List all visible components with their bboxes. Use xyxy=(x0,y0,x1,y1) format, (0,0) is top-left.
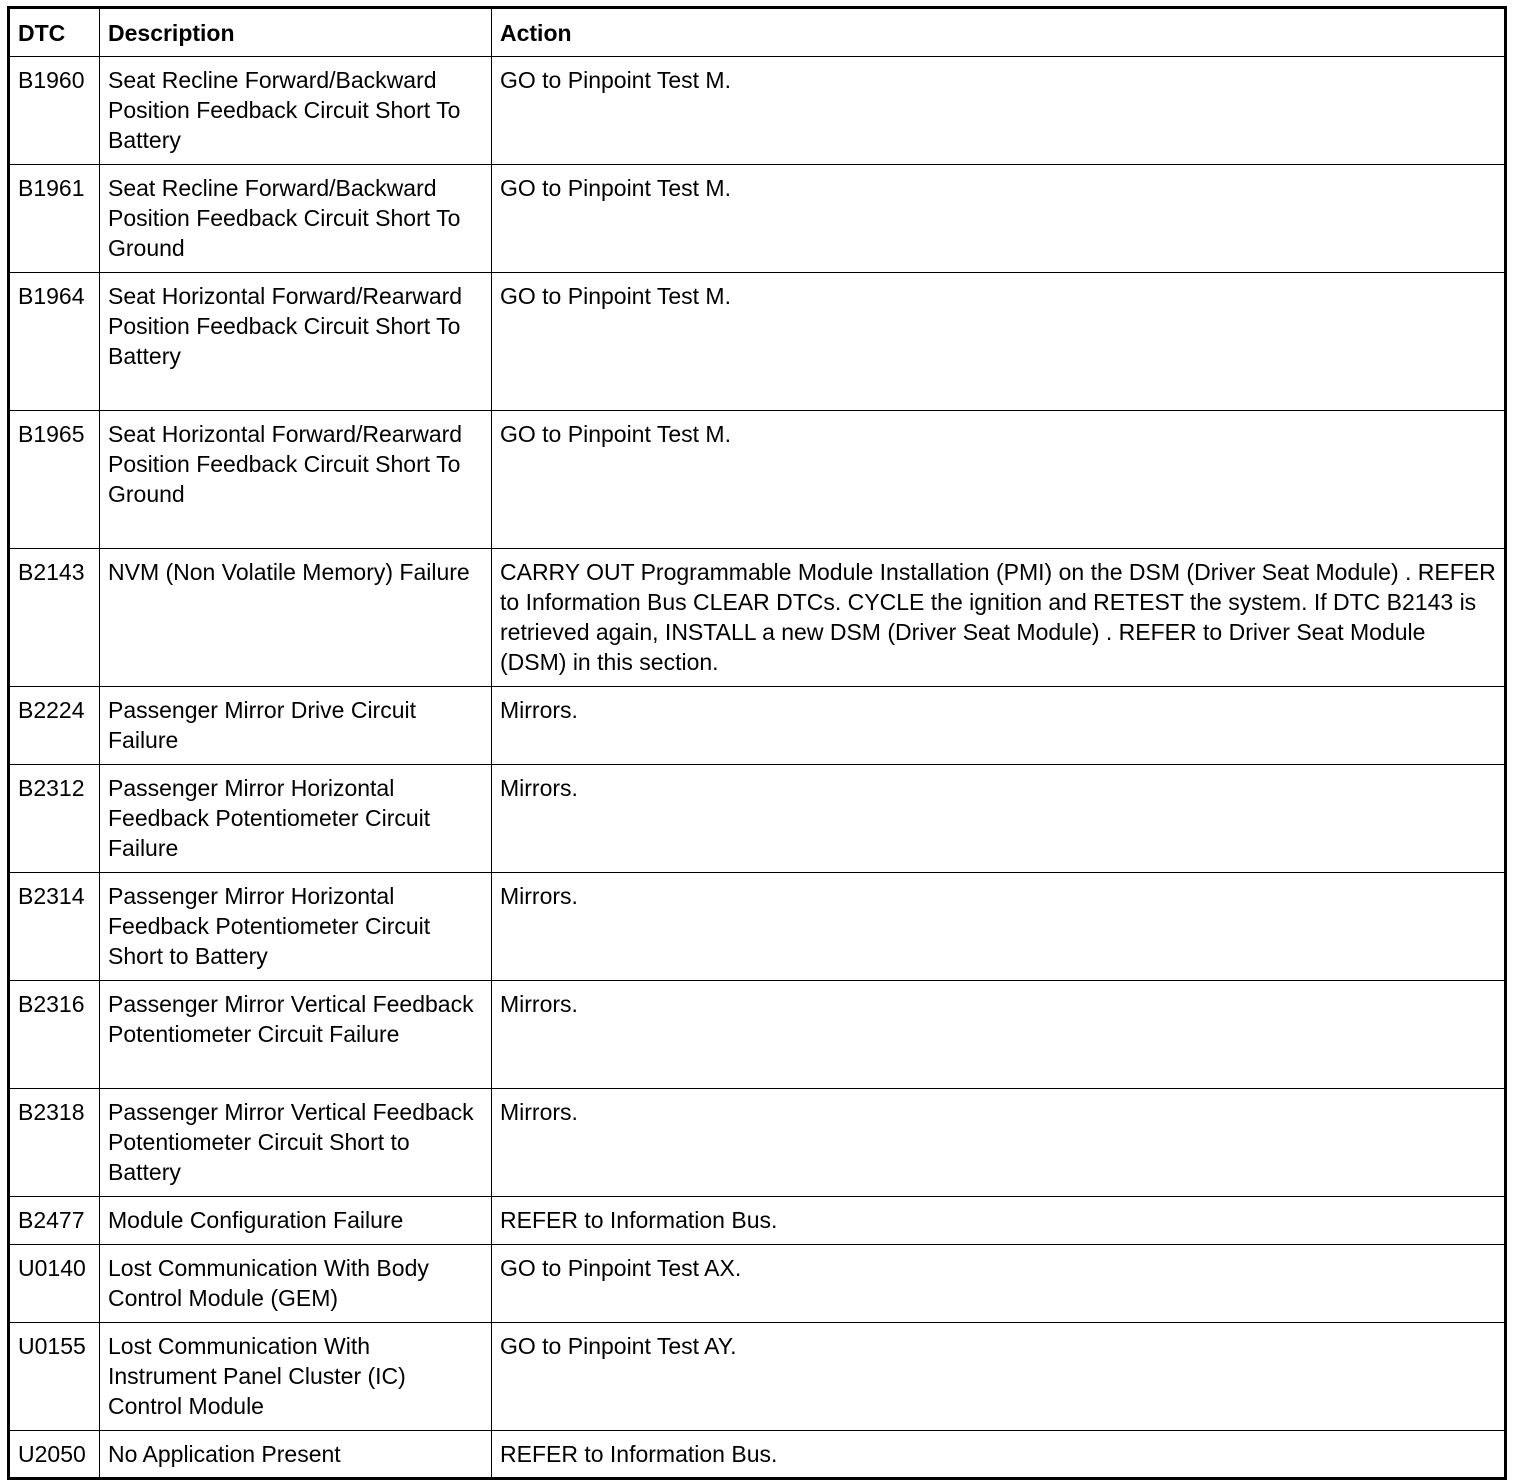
cell-dtc: B2314 xyxy=(9,873,100,981)
header-row xyxy=(9,8,1506,57)
cell-action: GO to Pinpoint Test M. xyxy=(492,57,1506,165)
cell-dtc: B2224 xyxy=(9,687,100,765)
header-action: Action xyxy=(492,8,1506,57)
cell-dtc: B1964 xyxy=(9,273,100,411)
cell-dtc: B2316 xyxy=(9,981,100,1089)
cell-description: No Application Present xyxy=(100,1431,492,1479)
cell-dtc: B1965 xyxy=(9,411,100,549)
cell-action: REFER to Information Bus. xyxy=(492,1431,1506,1479)
cell-description: Seat Recline Forward/Backward Position Feedback Circuit Short To Ground xyxy=(100,165,492,273)
cell-action: GO to Pinpoint Test AY. xyxy=(492,1323,1506,1431)
cell-dtc: B1961 xyxy=(9,165,100,273)
cell-description: Seat Horizontal Forward/Rearward Position Feedback Circuit Short To Ground xyxy=(100,411,492,549)
cell-action: CARRY OUT Programmable Module Installation (PMI) on the DSM (Driver Seat Module) . REFER to Information Bus CLEAR DTCs. CYCLE the ignition and RETEST the system. If DTC B2143 is retrieved again, INSTALL a new DSM (Driver Seat Module) . REFER to Driver Seat Module (DSM) in this section. xyxy=(492,549,1506,687)
table-row xyxy=(9,981,1506,1089)
table-row xyxy=(9,1323,1506,1431)
cell-description: NVM (Non Volatile Memory) Failure xyxy=(100,549,492,687)
table-row xyxy=(9,765,1506,873)
table-row xyxy=(9,873,1506,981)
cell-action: Mirrors. xyxy=(492,687,1506,765)
cell-description: Passenger Mirror Drive Circuit Failure xyxy=(100,687,492,765)
table-row xyxy=(9,1197,1506,1245)
cell-description: Seat Horizontal Forward/Rearward Position Feedback Circuit Short To Battery xyxy=(100,273,492,411)
cell-action: GO to Pinpoint Test AX. xyxy=(492,1245,1506,1323)
table-row xyxy=(9,57,1506,165)
header-dtc: DTC xyxy=(9,8,100,57)
cell-description: Module Configuration Failure xyxy=(100,1197,492,1245)
cell-dtc: U0140 xyxy=(9,1245,100,1323)
dtc-table xyxy=(7,6,1507,1480)
header-description: Description xyxy=(100,8,492,57)
table-row xyxy=(9,687,1506,765)
cell-dtc: B2477 xyxy=(9,1197,100,1245)
cell-dtc: U0155 xyxy=(9,1323,100,1431)
table-row xyxy=(9,1089,1506,1197)
table-row xyxy=(9,165,1506,273)
cell-dtc: B2143 xyxy=(9,549,100,687)
table-row xyxy=(9,273,1506,411)
cell-action: Mirrors. xyxy=(492,1089,1506,1197)
table-body xyxy=(9,57,1506,1479)
table-row xyxy=(9,1431,1506,1479)
cell-action: GO to Pinpoint Test M. xyxy=(492,411,1506,549)
cell-description: Lost Communication With Body Control Module (GEM) xyxy=(100,1245,492,1323)
cell-action: REFER to Information Bus. xyxy=(492,1197,1506,1245)
cell-dtc: B1960 xyxy=(9,57,100,165)
cell-action: GO to Pinpoint Test M. xyxy=(492,165,1506,273)
cell-description: Lost Communication With Instrument Panel Cluster (IC) Control Module xyxy=(100,1323,492,1431)
cell-action: Mirrors. xyxy=(492,765,1506,873)
table-row xyxy=(9,549,1506,687)
table-row xyxy=(9,1245,1506,1323)
cell-action: GO to Pinpoint Test M. xyxy=(492,273,1506,411)
cell-action: Mirrors. xyxy=(492,873,1506,981)
cell-description: Passenger Mirror Horizontal Feedback Potentiometer Circuit Short to Battery xyxy=(100,873,492,981)
cell-dtc: B2312 xyxy=(9,765,100,873)
table-row xyxy=(9,411,1506,549)
cell-dtc: B2318 xyxy=(9,1089,100,1197)
cell-description: Passenger Mirror Horizontal Feedback Potentiometer Circuit Failure xyxy=(100,765,492,873)
cell-action: Mirrors. xyxy=(492,981,1506,1089)
cell-description: Passenger Mirror Vertical Feedback Potentiometer Circuit Short to Battery xyxy=(100,1089,492,1197)
cell-description: Passenger Mirror Vertical Feedback Potentiometer Circuit Failure xyxy=(100,981,492,1089)
cell-description: Seat Recline Forward/Backward Position Feedback Circuit Short To Battery xyxy=(100,57,492,165)
cell-dtc: U2050 xyxy=(9,1431,100,1479)
